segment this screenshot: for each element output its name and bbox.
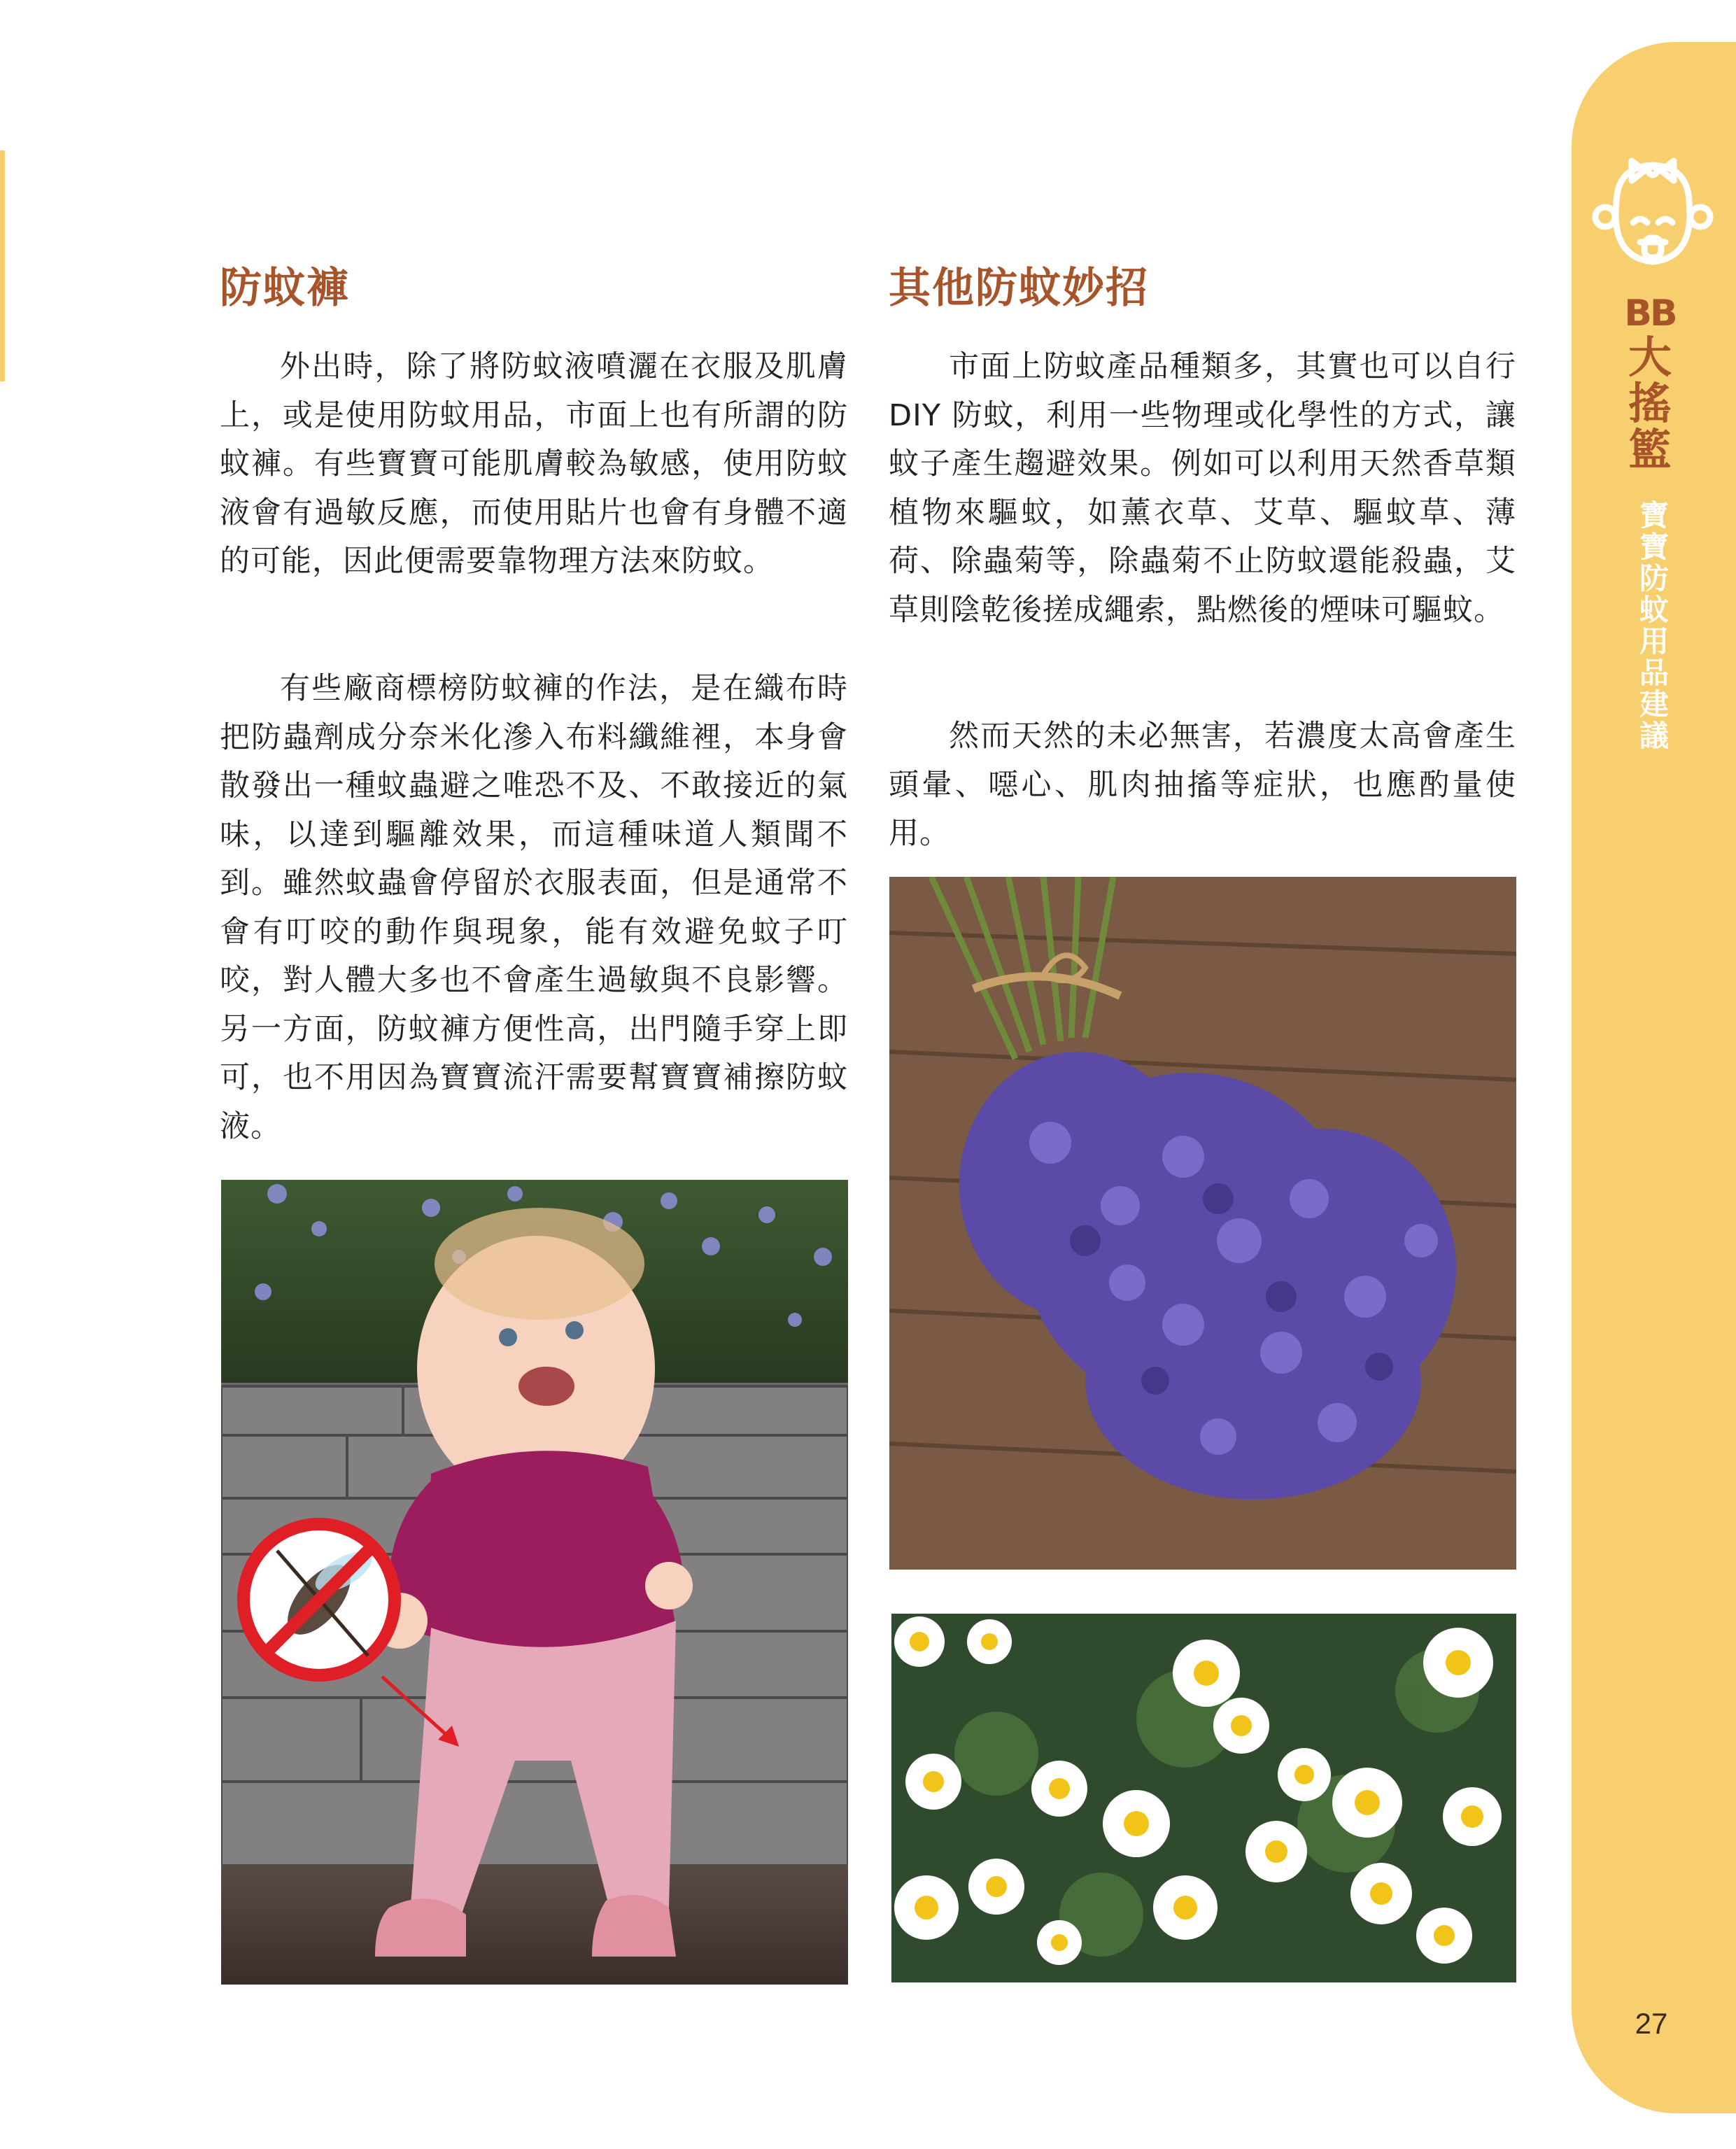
- baby-pants-photo: [221, 1180, 848, 1985]
- brand-latin: BB: [1624, 293, 1676, 334]
- brand-name: [1622, 293, 1678, 473]
- paragraph-left-2: 有些廠商標榜防蚊褲的作法，是在織布時把防蟲劑成分奈米化滲入布料纖維裡，本身會散發出一種蚊蟲避之唯恐不及、不敢接近的氣味，以達到驅離效果，而這種味道人類聞不到。雖然蚊蟲會停留於衣服表面，但是通常不會有叮咬的動作與現象，能有效避免蚊子叮咬，對人體大多也不會產生過敏與不良影響。另一方面，防蚊褲方便性高，出門隨手穿上即可，也不用因為寶寶流汗需要幫寶寶補擦防蚊液。: [220, 671, 848, 1144]
- paragraph-right-2: 然而天然的未必無害，若濃度太高會產生頭暈、噁心、肌肉抽搐等症狀，也應酌量使用。: [889, 719, 1516, 851]
- paragraph-right-1: 市面上防蚊產品種類多，其實也可以自行 DIY 防蚊，利用一些物理或化學性的方式，讓蚊子產生趨避效果。例如可以利用天然香草類植物來驅蚊，如薰衣草、艾草、驅蚊草、薄荷、除蟲菊等，除蟲菊不止防蚊還能殺蟲，艾草則陰乾後搓成繩索，點燃後的煙味可驅蚊。: [889, 349, 1516, 628]
- no-mosquito-icon: [244, 1524, 395, 1675]
- daisy-photo: [891, 1614, 1516, 1982]
- lavender-photo: [889, 877, 1516, 1570]
- heading-other-tips: 其他防蚊妙招: [889, 264, 1149, 313]
- section-title: 寶寶防蚊用品建議: [1639, 498, 1669, 753]
- baby-face-icon: [1590, 153, 1716, 277]
- paragraph-left-1: 外出時，除了將防蚊液噴灑在衣服及肌膚上，或是使用防蚊用品，市面上也有所謂的防蚊褲。有些寶寶可能肌膚較為敏感，使用防蚊液會有過敏反應，而使用貼片也會有身體不適的可能，因此便需要靠物理方法來防蚊。: [220, 349, 848, 579]
- page-number: 27: [1635, 2007, 1668, 2040]
- brand-cjk: 大搖籃: [1628, 332, 1672, 475]
- heading-mosquito-pants: 防蚊褲: [220, 264, 350, 313]
- left-edge-marker: [0, 150, 5, 381]
